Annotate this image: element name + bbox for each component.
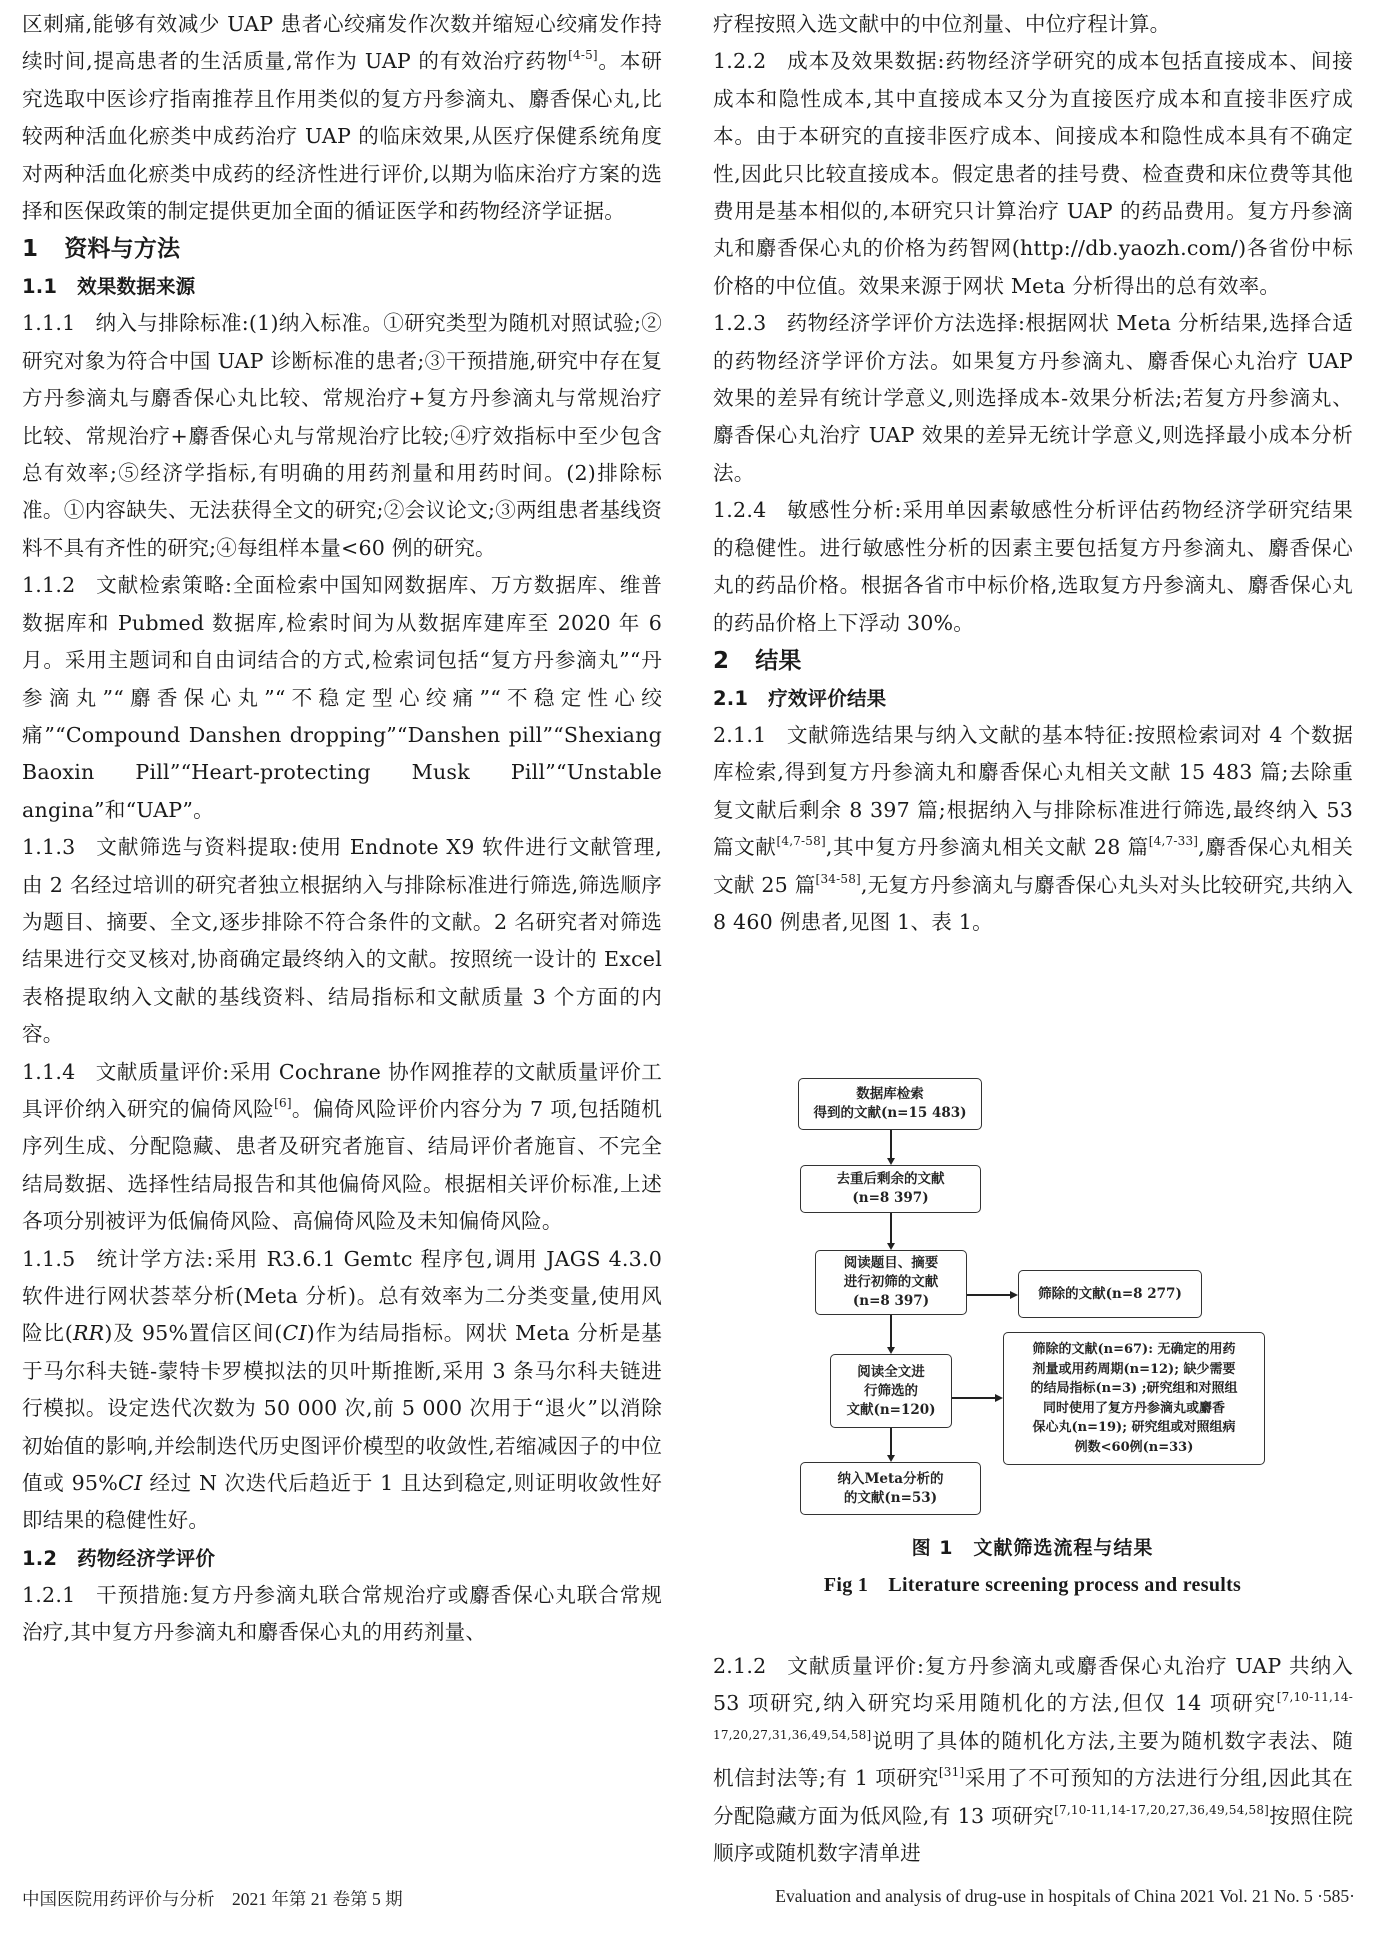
right-column: [713, 6, 1353, 941]
subsection-heading-2-1: 2.1 疗效评价结果: [713, 686, 887, 710]
section-heading-1: 1 资料与方法: [22, 236, 181, 263]
figure-caption-english: Fig 1 Literature screening process and results: [823, 1574, 1242, 1596]
flow-box-title-abstract-screening: 阅读题目、摘要 进行初筛的文献 (n=8 397): [815, 1250, 967, 1315]
paragraph-1-1-2: 1.1.2 文献检索策略:全面检索中国知网数据库、万方数据库、维普数据库和 Pubmed 数据库,检索时间为从数据库建库至 2020 年 6 月。采用主题词和自由词结合的方式,检索词包括“复方丹参滴丸”“丹参滴丸”“麝香保心丸”“不稳定型心绞痛”“不稳定性心绞痛”“Compound Danshen dropping”“Danshen pill”“Shexiang Baoxin Pill”“Heart-protecting Musk Pill”“Unstable angina”和“UAP”。: [22, 573, 662, 822]
paragraph-2-1-2: 2.1.2 文献质量评价:复方丹参滴丸或麝香保心丸治疗 UAP 共纳入 53 项研究,纳入研究均采用随机化的方法,但仅 14 项研究[7,10-11,14-17,20,27,31,36,49,54,58]说明了具体的随机化方法,主要为随机数字表法、随机信封法等;有 1 项研究[31]采用了不可预知的方法进行分组,因此其在分配隐藏方面为低风险,有 13 项研究[7,10-11,14-17,20,27,36,49,54,58]按照住院顺序或随机数字清单进: [713, 1654, 1353, 1866]
page-footer: [0, 1886, 1375, 1916]
paragraph-1-1-1: 1.1.1 纳入与排除标准:(1)纳入标准。①研究类型为随机对照试验;②研究对象为符合中国 UAP 诊断标准的患者;③干预措施,研究中存在复方丹参滴丸与麝香保心丸比较、常规治疗+复方丹参滴丸与常规治疗比较、常规治疗+麝香保心丸与常规治疗比较;④疗效指标中至少包含总有效率;⑤经济学指标,有明确的用药剂量和用药时间。(2)排除标准。①内容缺失、无法获得全文的研究;②会议论文;③两组患者基线资料不具有齐性的研究;④每组样本量<60 例的研究。: [22, 311, 662, 560]
section-heading-2: 2 结果: [713, 647, 802, 674]
arrow-down-icon: [887, 1243, 895, 1250]
paragraph-1-1-3: 1.1.3 文献筛选与资料提取:使用 Endnote X9 软件进行文献管理,由 2 名经过培训的研究者独立根据纳入与排除标准进行筛选,筛选顺序为题目、摘要、全文,逐步排除不符合条件的文献。2 名研究者对筛选结果进行交叉核对,协商确定最终纳入的文献。按照统一设计的 Excel 表格提取纳入文献的基线资料、结局指标和文献质量 3 个方面的内容。: [22, 835, 662, 1047]
connector-line: [890, 1213, 892, 1243]
flow-box-included-meta: 纳入Meta分析的 的文献(n=53): [800, 1462, 981, 1515]
paragraph-1-1-5: 1.1.5 统计学方法:采用 R3.6.1 Gemtc 程序包,调用 JAGS 4.3.0 软件进行网状荟萃分析(Meta 分析)。总有效率为二分类变量,使用风险比(RR)及 95%置信区间(CI)作为结局指标。网状 Meta 分析是基于马尔科夫链-蒙特卡罗模拟法的贝叶斯推断,采用 3 条马尔科夫链进行模拟。设定迭代次数为 50 000 次,前 5 000 次用于“退火”以消除初始值的影响,并绘制迭代历史图评价模型的收敛性,若缩减因子的中位值或 95%CI 经过 N 次迭代后趋近于 1 且达到稳定,则证明收敛性好即结果的稳健性好。: [22, 1246, 662, 1533]
citation: [7,10-11,14-17,20,27,36,49,54,58]: [1054, 1802, 1270, 1817]
intro-paragraph: 区刺痛,能够有效减少 UAP 患者心绞痛发作次数并缩短心绞痛发作持续时间,提高患者的生活质量,常作为 UAP 的有效治疗药物[4-5]。本研究选取中医诊疗指南推荐且作用类似的复方丹参滴丸、麝香保心丸,比较两种活血化瘀类中成药治疗 UAP 的临床效果,从医疗保健系统角度对两种活血化瘀类中成药的经济性进行评价,以期为临床治疗方案的选择和医保政策的制定提供更加全面的循证医学和药物经济学证据。: [22, 12, 662, 224]
left-column: [22, 6, 662, 1652]
connector-line: [967, 1294, 1010, 1296]
journal-name-english-page-number: Evaluation and analysis of drug-use in hospitals of China 2021 Vol. 21 No. 5 ·585·: [775, 1886, 1355, 1906]
flow-box-fulltext-screening: 阅读全文进 行筛选的 文献(n=120): [830, 1354, 952, 1428]
flow-box-deduplicated: 去重后剩余的文献 (n=8 397): [800, 1165, 981, 1213]
subsection-heading-1-2: 1.2 药物经济学评价: [22, 1546, 216, 1570]
paragraph-1-2-3: 1.2.3 药物经济学评价方法选择:根据网状 Meta 分析结果,选择合适的药物经济学评价方法。如果复方丹参滴丸、麝香保心丸治疗 UAP 效果的差异有统计学意义,则选择成本-效果分析法;若复方丹参滴丸、麝香保心丸治疗 UAP 效果的差异无统计学意义,则选择最小成本分析法。: [713, 311, 1353, 485]
citation: [31]: [938, 1765, 965, 1780]
citation: [4,7-58]: [776, 834, 826, 849]
citation: [7,10-11,14-17,20,27,31,36,49,54,58]: [713, 1690, 1353, 1742]
connector-line: [890, 1130, 892, 1158]
flow-box-excluded-first: 筛除的文献(n=8 277): [1018, 1270, 1202, 1318]
connector-line: [952, 1397, 995, 1399]
subsection-heading-1-1: 1.1 效果数据来源: [22, 275, 196, 299]
flow-box-excluded-fulltext: 筛除的文献(n=67): 无确定的用药 剂量或用药周期(n=12); 缺少需要 的结局指标(n=3) ;研究组和对照组 同时使用了复方丹参滴丸或麝香 保心丸(n=19); 研究组或对照组病 例数<60例(n=33): [1003, 1332, 1265, 1465]
paragraph-1-2-4: 1.2.4 敏感性分析:采用单因素敏感性分析评估药物经济学研究结果的稳健性。进行敏感性分析的因素主要包括复方丹参滴丸、麝香保心丸的药品价格。根据各省市中标价格,选取复方丹参滴丸、麝香保心丸的药品价格上下浮动 30%。: [713, 498, 1353, 635]
paragraph-continued: 疗程按照入选文献中的中位剂量、中位疗程计算。: [713, 12, 1171, 36]
arrow-down-icon: [887, 1347, 895, 1354]
paragraph-2-1-1: 2.1.1 文献筛选结果与纳入文献的基本特征:按照检索词对 4 个数据库检索,得到复方丹参滴丸和麝香保心丸相关文献 15 483 篇;去除重复文献后剩余 8 397 篇;根据纳入与排除标准进行筛选,最终纳入 53 篇文献[4,7-58],其中复方丹参滴丸相关文献 28 篇[4,7-33],麝香保心丸相关文献 25 篇[34-58],无复方丹参滴丸与麝香保心丸头对头比较研究,共纳入 8 460 例患者,见图 1、表 1。: [713, 722, 1353, 934]
citation: [4,7-33]: [1148, 834, 1199, 849]
citation: [34-58]: [815, 871, 861, 886]
connector-line: [890, 1315, 892, 1347]
citation: [4-5]: [568, 48, 598, 63]
paragraph-1-2-1: 1.2.1 干预措施:复方丹参滴丸联合常规治疗或麝香保心丸联合常规治疗,其中复方丹参滴丸和麝香保心丸的用药剂量、: [22, 1582, 662, 1645]
arrow-right-icon: [1010, 1291, 1018, 1299]
arrow-down-icon: [887, 1455, 895, 1462]
right-column-lower: [713, 1648, 1353, 1872]
arrow-down-icon: [887, 1158, 895, 1165]
figure-1-flowchart: [690, 1060, 1375, 1620]
figure-caption-chinese: 图 1 文献筛选流程与结果: [911, 1537, 1154, 1559]
paragraph-1-1-4: 1.1.4 文献质量评价:采用 Cochrane 协作网推荐的文献质量评价工具评价纳入研究的偏倚风险[6]。偏倚风险评价内容分为 7 项,包括随机序列生成、分配隐藏、患者及研究者施盲、结局评价者施盲、不完全结局数据、选择性结局报告和其他偏倚风险。根据相关评价标准,上述各项分别被评为低偏倚风险、高偏倚风险及未知偏倚风险。: [22, 1059, 662, 1234]
connector-line: [890, 1428, 892, 1455]
flow-box-database-search: 数据库检索 得到的文献(n=15 483): [798, 1078, 982, 1130]
citation: [6]: [274, 1095, 292, 1110]
arrow-right-icon: [995, 1394, 1003, 1402]
paragraph-1-2-2: 1.2.2 成本及效果数据:药物经济学研究的成本包括直接成本、间接成本和隐性成本,其中直接成本又分为直接医疗成本和直接非医疗成本。由于本研究的直接非医疗成本、间接成本和隐性成本具有不确定性,因此只比较直接成本。假定患者的挂号费、检查费和床位费等其他费用是基本相似的,本研究只计算治疗 UAP 的药品费用。复方丹参滴丸和麝香保心丸的价格为药智网(http://db.yaozh.com/)各省份中标价格的中位值。效果来源于网状 Meta 分析得出的总有效率。: [713, 49, 1353, 298]
journal-name-chinese: 中国医院用药评价与分析 2021 年第 21 卷第 5 期: [22, 1889, 403, 1909]
